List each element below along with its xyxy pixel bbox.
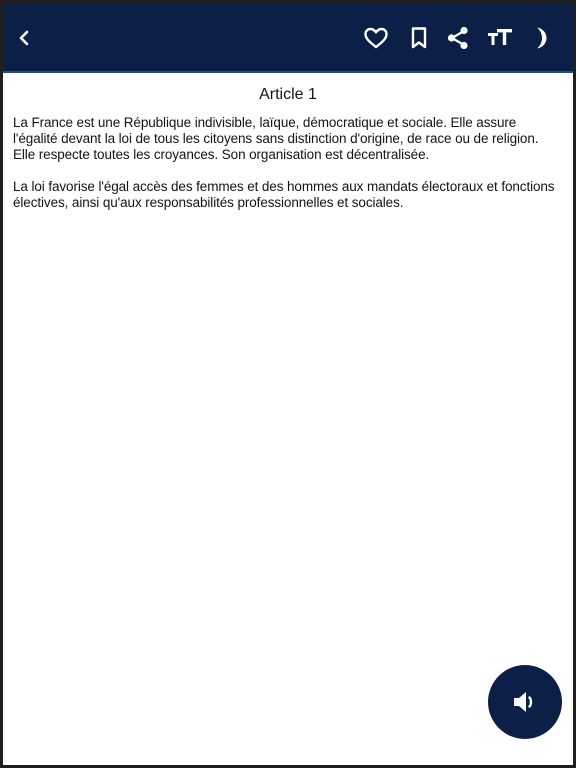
text-size-icon	[486, 26, 514, 50]
article-paragraph: La France est une République indivisible, laïque, démocratique et sociale. Elle assure l'égalité devant la loi de tous les citoyens sans distinction d'origine, de race ou de religion. Elle respecte toutes les croyances. Son organisation est décentralisée.	[13, 115, 539, 162]
back-button[interactable]	[9, 23, 39, 53]
bookmark-outline-icon	[409, 26, 429, 50]
chevron-left-icon	[14, 28, 34, 48]
text-size-button[interactable]	[485, 23, 515, 53]
favorite-button[interactable]	[361, 23, 391, 53]
article-paragraph: La loi favorise l'égal accès des femmes et des hommes aux mandats électoraux et fonctions électives, ainsi qu'aux responsabilités professionnelles et sociales.	[13, 179, 555, 210]
bookmark-button[interactable]	[404, 23, 434, 53]
read-aloud-button[interactable]	[488, 665, 562, 739]
moon-icon	[530, 25, 552, 51]
article-content	[3, 73, 573, 765]
share-icon	[445, 25, 471, 51]
heart-outline-icon	[363, 26, 389, 50]
night-mode-button[interactable]	[526, 23, 556, 53]
speaker-icon	[510, 687, 540, 717]
article-title: Article 1	[259, 86, 317, 103]
share-button[interactable]	[443, 23, 473, 53]
top-toolbar	[3, 3, 573, 73]
